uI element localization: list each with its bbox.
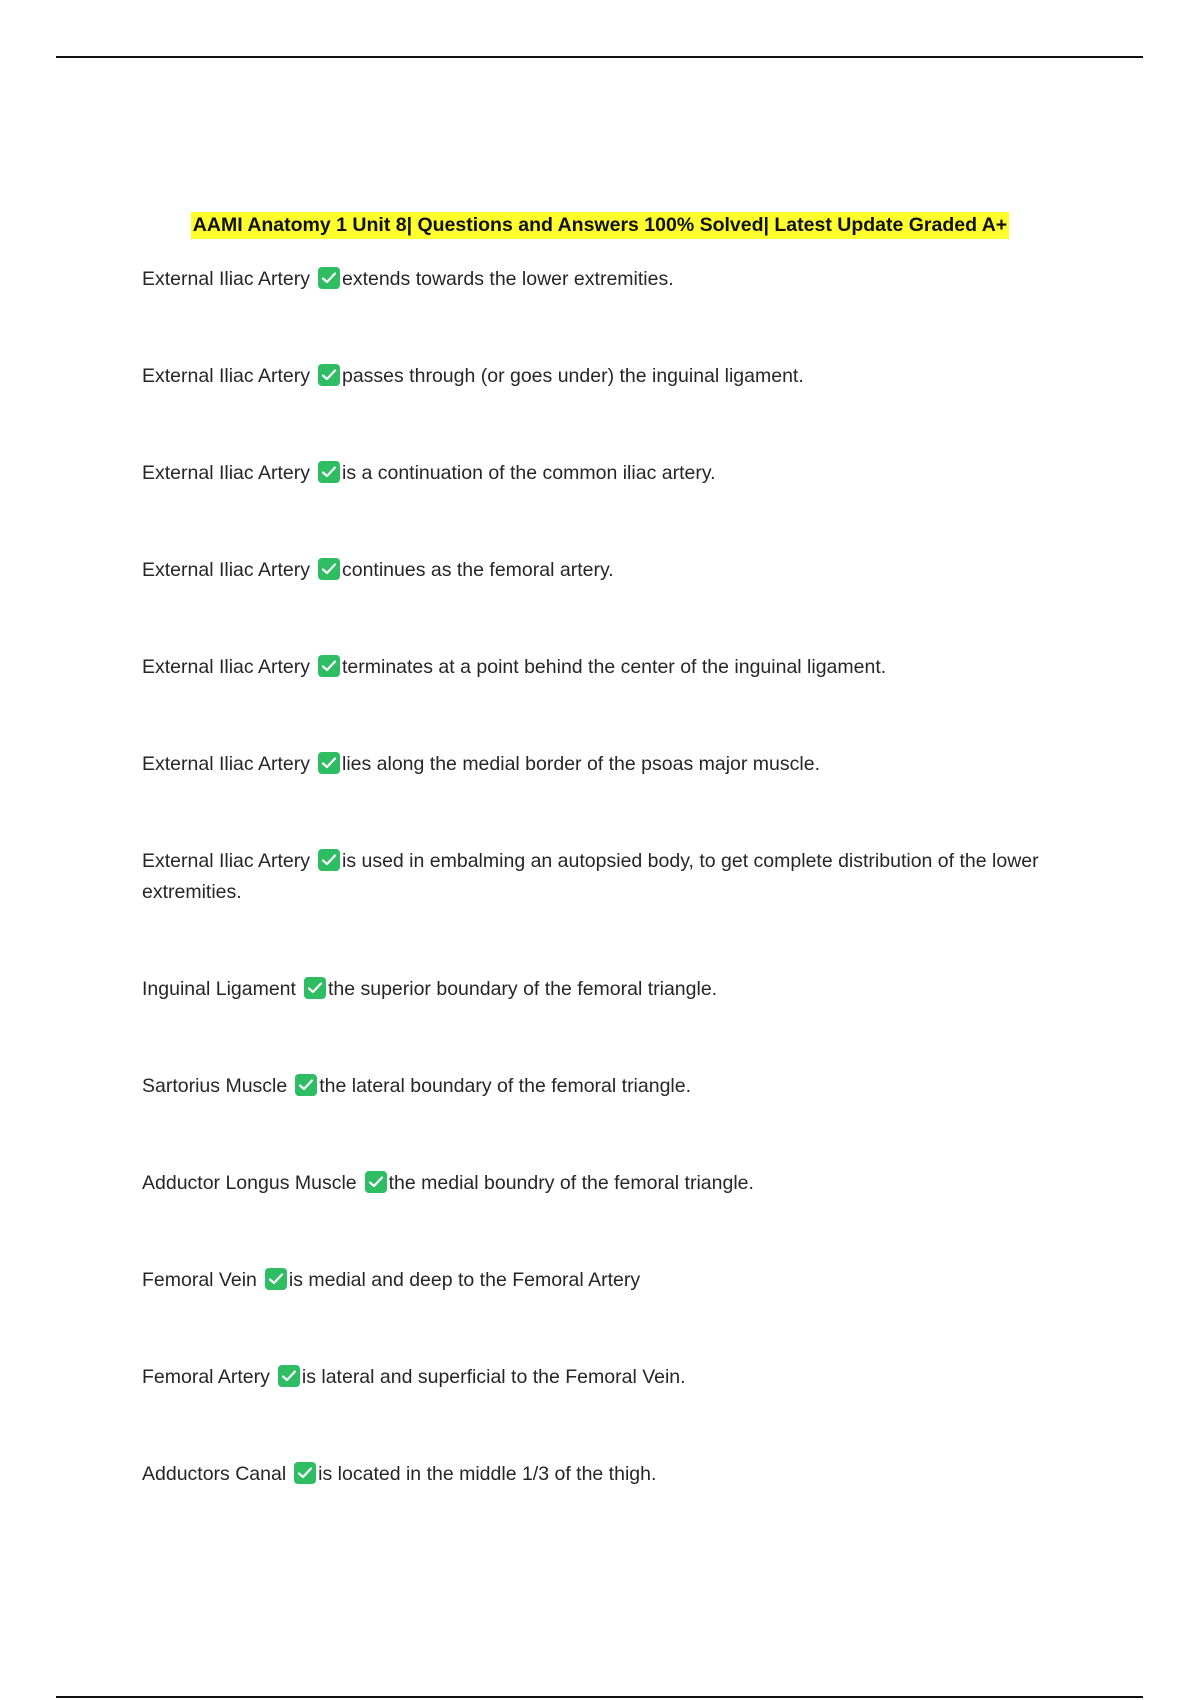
qa-item: [142, 264, 1062, 295]
qa-item: [142, 361, 1062, 392]
qa-item: [142, 1071, 1062, 1102]
check-mark-icon: [304, 977, 326, 999]
qa-item: [142, 846, 1062, 908]
check-mark-icon: [318, 461, 340, 483]
qa-answer: the superior boundary of the femoral triangle.: [327, 978, 718, 1000]
qa-term: Adductor Longus Muscle: [142, 1172, 357, 1194]
qa-term: External Iliac Artery: [142, 365, 310, 387]
qa-item: [142, 1265, 1062, 1296]
qa-item: [142, 458, 1062, 489]
qa-term: Femoral Vein: [142, 1269, 257, 1291]
check-mark-icon: [294, 1462, 316, 1484]
qa-item: [142, 1459, 1062, 1490]
qa-answer: passes through (or goes under) the inguinal ligament.: [341, 365, 804, 387]
qa-term: Sartorius Muscle: [142, 1075, 288, 1097]
qa-answer: is a continuation of the common iliac artery.: [341, 462, 716, 484]
qa-answer: terminates at a point behind the center of the inguinal ligament.: [341, 656, 887, 678]
qa-term: External Iliac Artery: [142, 753, 310, 775]
qa-answer: is located in the middle 1/3 of the thigh.: [318, 1463, 657, 1485]
qa-term: External Iliac Artery: [142, 268, 310, 290]
qa-item: [142, 974, 1062, 1005]
qa-term: Adductors Canal: [142, 1463, 287, 1485]
check-mark-icon: [318, 849, 340, 871]
qa-answer: is lateral and superficial to the Femoral Vein.: [301, 1366, 686, 1388]
qa-term: External Iliac Artery: [142, 656, 310, 678]
check-mark-icon: [365, 1171, 387, 1193]
qa-term: External Iliac Artery: [142, 559, 310, 581]
qa-term: External Iliac Artery: [142, 462, 310, 484]
qa-answer: is medial and deep to the Femoral Artery: [288, 1269, 641, 1291]
check-mark-icon: [318, 752, 340, 774]
qa-term: Femoral Artery: [142, 1366, 270, 1388]
check-mark-icon: [265, 1268, 287, 1290]
bottom-rule: [56, 1696, 1143, 1698]
check-mark-icon: [318, 364, 340, 386]
qa-item: [142, 1362, 1062, 1393]
title-block: [0, 212, 1200, 239]
check-mark-icon: [318, 558, 340, 580]
qa-item: [142, 749, 1062, 780]
qa-term: Inguinal Ligament: [142, 978, 296, 1000]
check-mark-icon: [295, 1074, 317, 1096]
qa-answer: extends towards the lower extremities.: [341, 268, 674, 290]
qa-list: [142, 264, 1062, 1556]
check-mark-icon: [318, 267, 340, 289]
qa-answer: is used in embalming an autopsied body, to get complete distribution of the lower extremities.: [142, 850, 1039, 903]
qa-item: [142, 1168, 1062, 1199]
check-mark-icon: [318, 655, 340, 677]
check-mark-icon: [278, 1365, 300, 1387]
qa-answer: the lateral boundary of the femoral triangle.: [319, 1075, 692, 1097]
qa-item: [142, 555, 1062, 586]
qa-answer: continues as the femoral artery.: [341, 559, 614, 581]
qa-item: [142, 652, 1062, 683]
qa-term: External Iliac Artery: [142, 850, 310, 872]
qa-answer: the medial boundry of the femoral triangle.: [388, 1172, 754, 1194]
top-rule: [56, 56, 1143, 58]
qa-answer: lies along the medial border of the psoas major muscle.: [341, 753, 820, 775]
document-title: AAMI Anatomy 1 Unit 8| Questions and Answers 100% Solved| Latest Update Graded A+: [191, 212, 1009, 239]
